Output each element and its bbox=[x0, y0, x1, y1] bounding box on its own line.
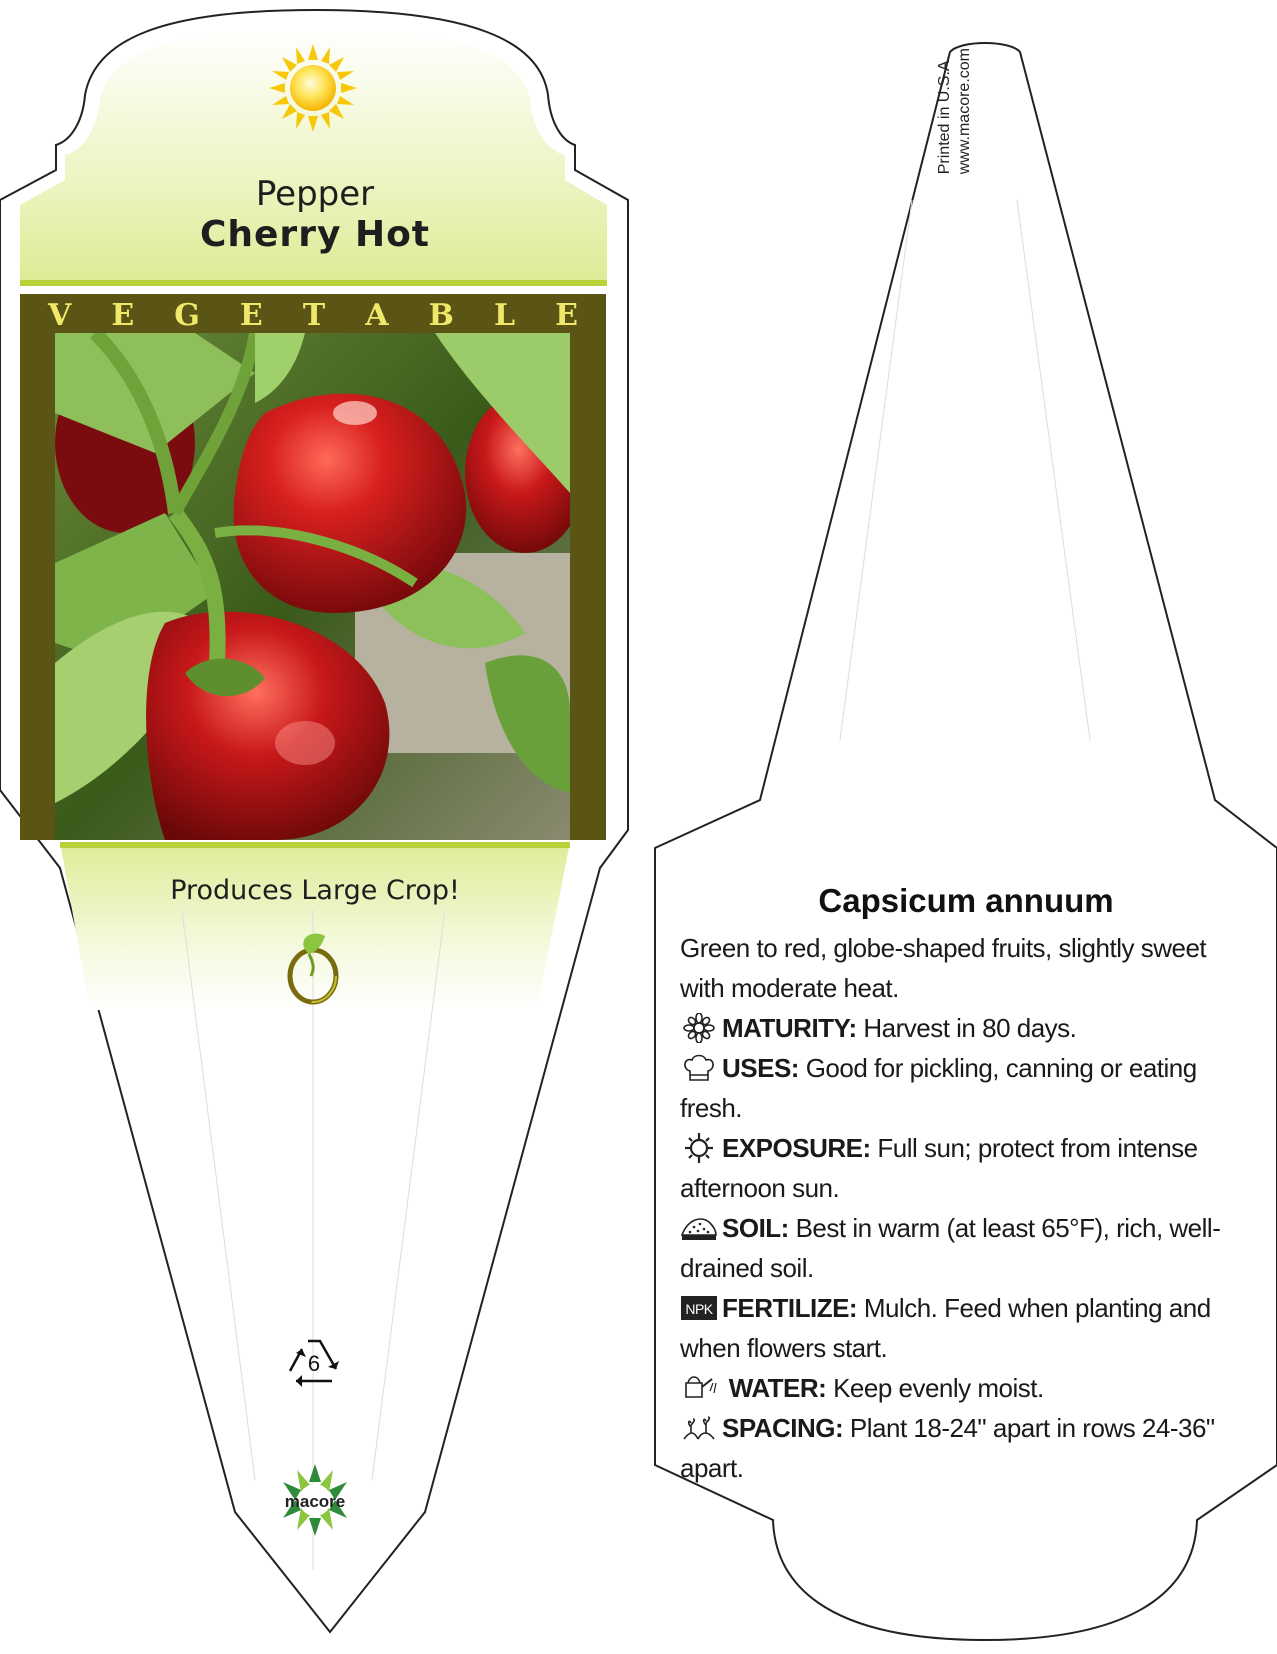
npk-icon bbox=[680, 1293, 718, 1323]
category-label bbox=[20, 298, 606, 332]
common-name: Pepper bbox=[255, 174, 375, 214]
category-letter: A bbox=[365, 298, 389, 333]
care-item bbox=[680, 1008, 1252, 1048]
header-stripe bbox=[20, 280, 607, 286]
care-item bbox=[680, 1408, 1252, 1488]
tagline: Produces Large Crop! bbox=[170, 875, 460, 906]
care-text: Best in warm (at least 65°F), rich, well-drained soil. bbox=[680, 1213, 1221, 1283]
flower-icon bbox=[680, 1013, 718, 1043]
lower-stripe bbox=[60, 842, 570, 848]
care-text: Harvest in 80 days. bbox=[856, 1013, 1077, 1043]
care-instructions bbox=[680, 928, 1252, 1488]
care-text: Good for pickling, canning or eating fresh. bbox=[680, 1053, 1197, 1123]
care-label: USES: bbox=[722, 1053, 799, 1083]
care-text: Mulch. Feed when planting and when flowers start. bbox=[680, 1293, 1211, 1363]
sun-icon bbox=[269, 44, 357, 132]
recycle-number: 6 bbox=[307, 1351, 321, 1376]
care-item bbox=[680, 1048, 1252, 1128]
scientific-name: Capsicum annuum bbox=[818, 882, 1114, 919]
category-letter: E bbox=[239, 298, 263, 333]
care-item bbox=[680, 1208, 1252, 1288]
care-label: SPACING: bbox=[722, 1413, 844, 1443]
care-text: Keep evenly moist. bbox=[826, 1373, 1044, 1403]
care-label: SOIL: bbox=[722, 1213, 789, 1243]
chef-hat-icon bbox=[680, 1053, 718, 1083]
care-label: MATURITY: bbox=[722, 1013, 857, 1043]
category-letter: V bbox=[48, 298, 72, 333]
product-photo bbox=[55, 333, 570, 840]
category-letter: T bbox=[302, 298, 326, 333]
printer-info bbox=[935, 48, 995, 208]
care-text: Plant 18-24" apart in rows 24-36" apart. bbox=[680, 1413, 1215, 1483]
website-text: www.macore.com bbox=[956, 48, 973, 175]
variety-name: Cherry Hot bbox=[199, 214, 431, 255]
care-item bbox=[680, 1368, 1252, 1408]
category-letter: G bbox=[174, 298, 200, 333]
care-item bbox=[680, 1128, 1252, 1208]
svg-text:NPK: NPK bbox=[685, 1301, 713, 1317]
care-item bbox=[680, 1288, 1252, 1368]
care-label: FERTILIZE: bbox=[722, 1293, 858, 1323]
care-text: Full sun; protect from intense afternoon sun. bbox=[680, 1133, 1198, 1203]
care-label: EXPOSURE: bbox=[722, 1133, 871, 1163]
lower-panel bbox=[60, 842, 570, 1010]
soil-icon bbox=[680, 1213, 718, 1243]
category-letter: E bbox=[555, 298, 578, 333]
sun-outline-icon bbox=[680, 1133, 718, 1163]
brand-name: macore bbox=[284, 1492, 346, 1511]
category-letter: L bbox=[493, 298, 516, 333]
watering-can-icon bbox=[680, 1373, 718, 1403]
printed-in-text: Printed in U.S.A. bbox=[936, 55, 953, 175]
care-label: WATER: bbox=[722, 1373, 827, 1403]
category-letter: B bbox=[428, 298, 454, 333]
description-text: Green to red, globe-shaped fruits, slightly sweet with moderate heat. bbox=[680, 933, 1207, 1003]
spacing-icon bbox=[680, 1413, 718, 1443]
category-letter: E bbox=[111, 298, 135, 333]
